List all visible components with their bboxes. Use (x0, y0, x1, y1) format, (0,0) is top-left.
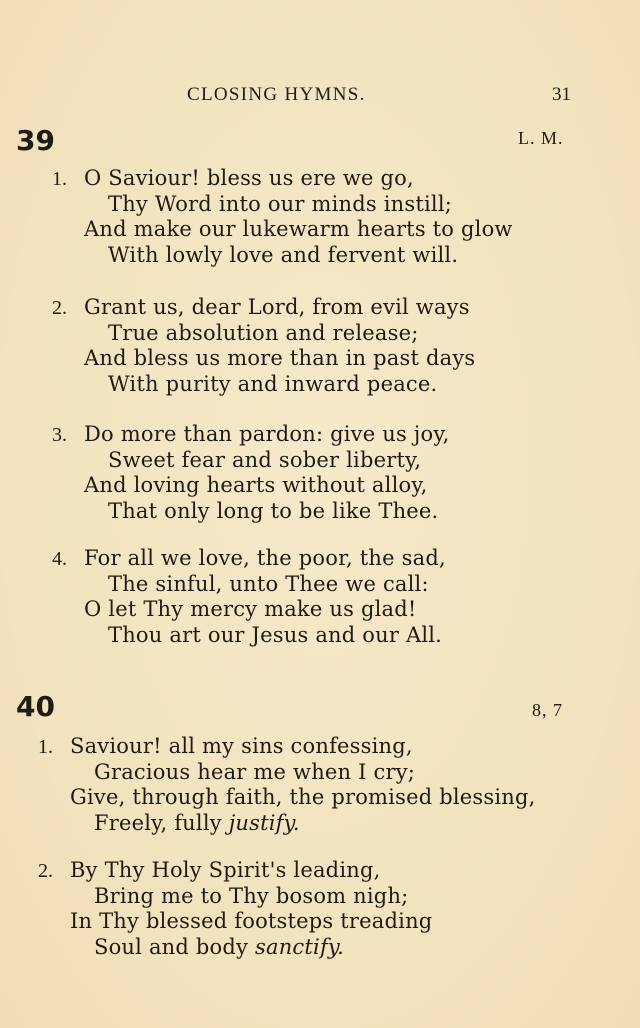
verse-line: And bless us more than in past days (84, 346, 476, 370)
verse-line: With lowly love and fervent will. (108, 243, 459, 267)
verse-line: Do more than pardon: give us joy, (84, 422, 450, 446)
hymn-meter: L. M. (518, 128, 564, 148)
verse-line: For all we love, the poor, the sad, (84, 546, 446, 570)
verse-text: Soul and body (94, 935, 249, 959)
verse-text: Freely, fully (94, 811, 222, 835)
running-title: CLOSING HYMNS. (187, 84, 366, 105)
verse-line (94, 811, 300, 835)
verse-line (94, 935, 344, 959)
verse-line: The sinful, unto Thee we call: (108, 572, 429, 596)
hymn-number: 40 (16, 690, 55, 723)
stanza-number: 1. (52, 168, 67, 190)
stanza-number: 2. (38, 860, 53, 882)
verse-line: That only long to be like Thee. (108, 499, 439, 523)
hymn-meter: 8, 7 (532, 700, 563, 720)
stanza-number: 2. (52, 297, 67, 319)
italic-word: justify. (228, 811, 300, 835)
verse-line: O let Thy mercy make us glad! (84, 597, 417, 621)
verse-line: Sweet fear and sober liberty, (108, 448, 422, 472)
page-number: 31 (552, 84, 571, 105)
verse-line: Bring me to Thy bosom nigh; (94, 884, 409, 908)
verse-line: In Thy blessed footsteps treading (70, 909, 433, 933)
verse-line: By Thy Holy Spirit's leading, (70, 858, 381, 882)
verse-line: Thy Word into our minds instill; (108, 192, 453, 216)
verse-line: Give, through faith, the promised blessing, (70, 785, 536, 809)
verse-line: Grant us, dear Lord, from evil ways (84, 295, 470, 319)
stanza-number: 1. (38, 736, 53, 758)
verse-line: Thou art our Jesus and our All. (108, 623, 443, 647)
stanza-number: 4. (52, 548, 67, 570)
verse-line: And make our lukewarm hearts to glow (84, 217, 513, 241)
verse-line: Gracious hear me when I cry; (94, 760, 416, 784)
hymn-number: 39 (16, 124, 55, 157)
verse-line: With purity and inward peace. (108, 372, 438, 396)
verse-line: Saviour! all my sins confessing, (70, 734, 413, 758)
running-head (0, 84, 640, 110)
verse-line: True absolution and release; (108, 321, 419, 345)
stanza-number: 3. (52, 424, 67, 446)
verse-line: O Saviour! bless us ere we go, (84, 166, 414, 190)
italic-word: sanctify. (255, 935, 345, 959)
verse-line: And loving hearts without alloy, (84, 473, 428, 497)
